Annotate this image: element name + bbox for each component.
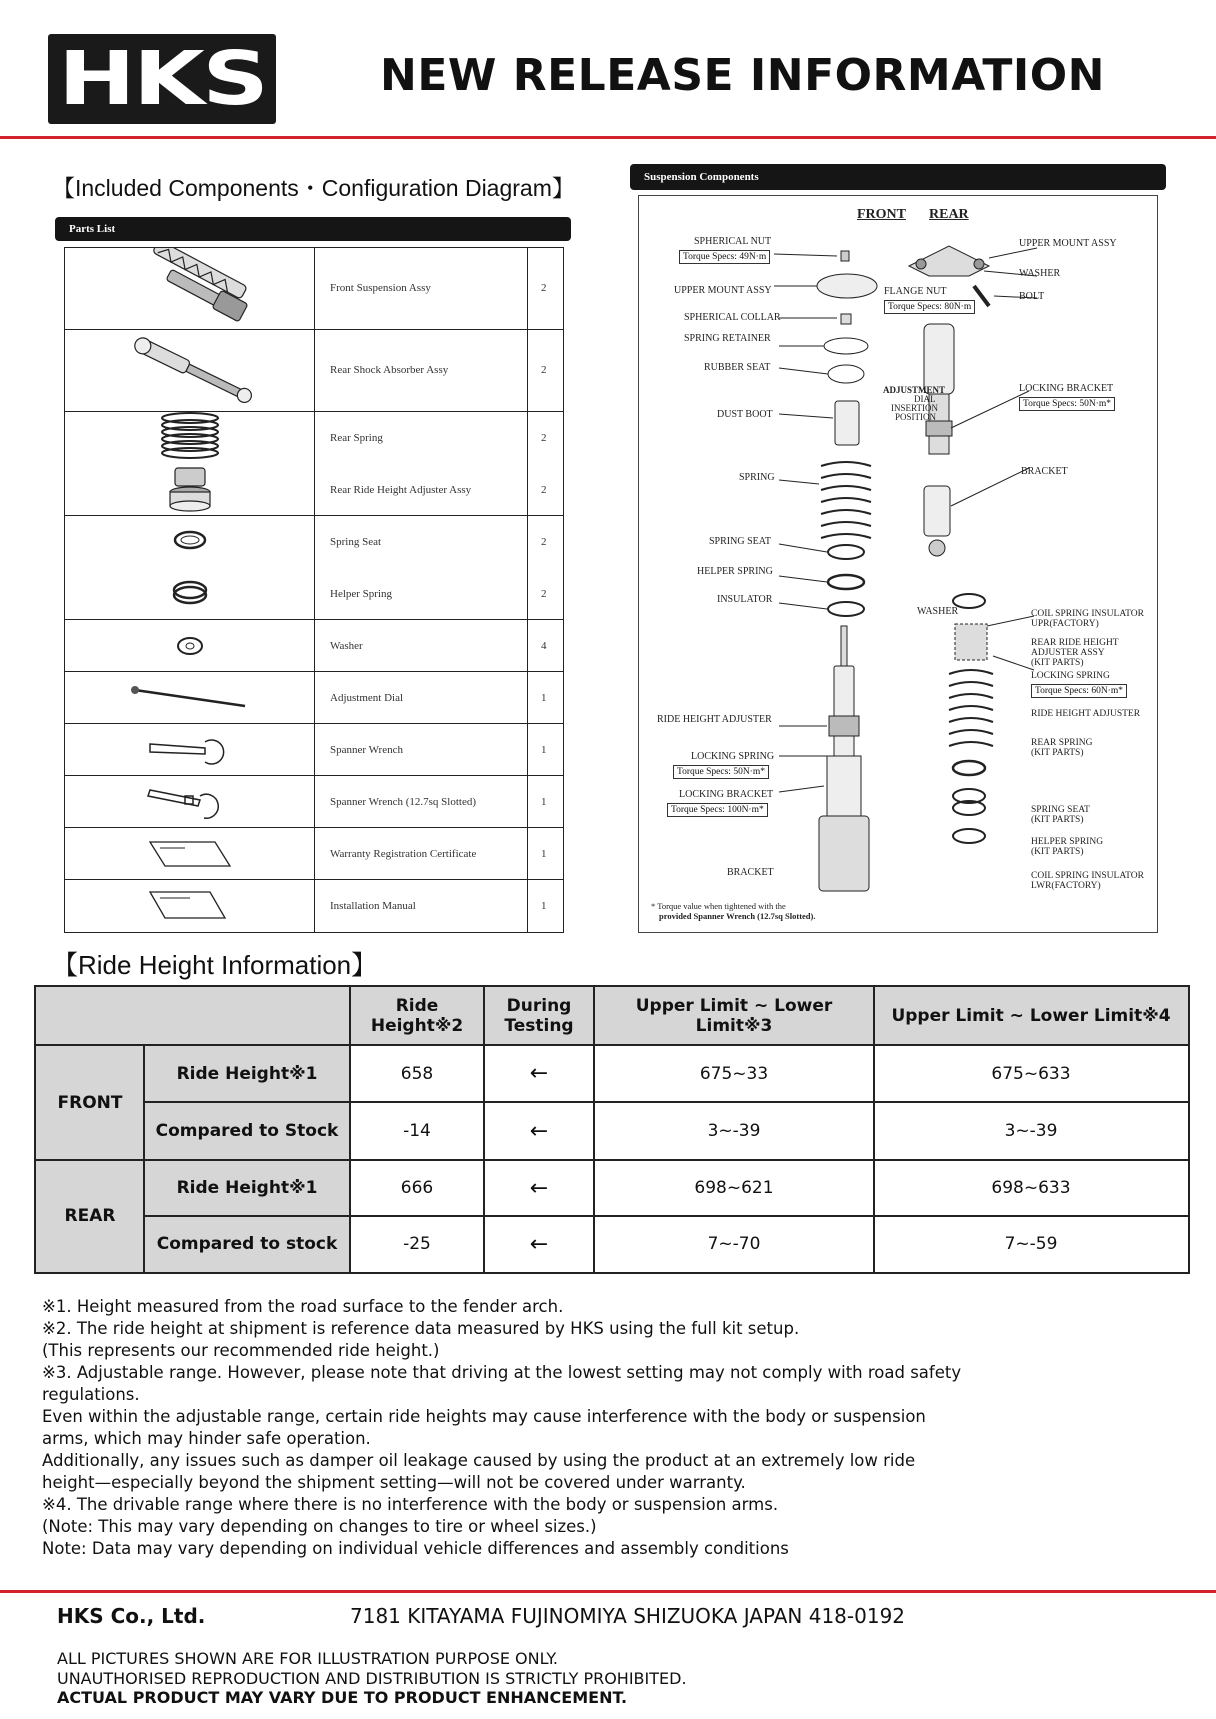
row-label: Ride Height※1 [144, 1160, 350, 1216]
note-line: ※3. Adjustable range. However, please note that driving at the lowest setting may not comply with road safety [42, 1363, 962, 1382]
suspension-diagram [638, 195, 1158, 933]
label-spherical-nut: SPHERICAL NUT [694, 236, 772, 247]
cell-value: 698~633 [991, 1178, 1071, 1198]
part-name: Spanner Wrench (12.7sq Slotted) [330, 796, 476, 808]
table-row [65, 724, 563, 776]
label-washer: WASHER [1019, 268, 1061, 279]
rear-shock-icon [65, 330, 314, 412]
company-address: 7181 KITAYAMA FUJINOMIYA SHIZUOKA JAPAN 418-0192 [350, 1604, 906, 1628]
table-row [65, 880, 563, 932]
parts-list-bar: Parts List [55, 217, 571, 241]
adjustment-dial-icon [65, 672, 314, 724]
torque-spec: Torque Specs: 100N·m* [667, 803, 768, 817]
part-image [65, 724, 315, 775]
cell-value: 666 [400, 1178, 434, 1198]
label-rear-adjuster: REAR RIDE HEIGHT [1031, 638, 1119, 648]
cell-value: -25 [403, 1234, 431, 1254]
part-image [65, 516, 315, 619]
part-name: Installation Manual [330, 900, 416, 912]
part-name: Adjustment Dial [330, 692, 404, 704]
cell-value: -14 [403, 1121, 431, 1141]
cell-value: 3~-39 [1004, 1121, 1058, 1141]
disclaimer-line: ACTUAL PRODUCT MAY VARY DUE TO PRODUCT ENHANCEMENT. [57, 1688, 628, 1707]
label-spring-seat-rear: SPRING SEAT [1031, 805, 1090, 815]
label-ride-height-adjuster: RIDE HEIGHT ADJUSTER [657, 714, 772, 725]
grid-line [36, 1044, 1188, 1046]
ride-height-table [34, 985, 1190, 1274]
logo-text: HKS [57, 36, 267, 122]
qty-cell [527, 412, 564, 515]
label-adjustment-dial: POSITION [895, 412, 937, 422]
cell-value: 698~621 [694, 1178, 774, 1198]
manual-icon [65, 880, 314, 932]
group-front: FRONT [36, 1045, 144, 1160]
part-image [65, 776, 315, 827]
note-line: Even within the adjustable range, certain ride heights may cause interference with the body or suspension [42, 1407, 926, 1426]
part-qty: 2 [541, 484, 547, 496]
rear-spring-icon [65, 412, 314, 516]
cell-arrow: ← [529, 1231, 549, 1257]
part-name: Rear Shock Absorber Assy [330, 364, 449, 376]
cell-arrow: ← [529, 1175, 549, 1201]
rear-label: REAR [929, 207, 969, 222]
part-qty: 2 [541, 536, 547, 548]
front-suspension-icon [65, 248, 314, 330]
part-name: Spring Seat [330, 536, 382, 548]
label-coil-insulator-upr: UPR(FACTORY) [1031, 619, 1099, 629]
table-row [65, 330, 563, 412]
header-limit-3: Upper Limit ~ Lower Limit※3 [594, 987, 874, 1045]
label-locking-spring-rear: LOCKING SPRING [1031, 671, 1110, 681]
note-line: Additionally, any issues such as damper oil leakage caused by using the product at an extremely low ride [42, 1451, 916, 1470]
cell-value: 7~-70 [707, 1234, 761, 1254]
header-during-testing: During Testing [484, 987, 594, 1045]
label-coil-insulator-upr: COIL SPRING INSULATOR [1031, 609, 1144, 619]
part-qty: 1 [541, 744, 547, 756]
label-coil-insulator-lwr: COIL SPRING INSULATOR [1031, 871, 1144, 881]
part-qty: 1 [541, 900, 547, 912]
part-qty: 2 [541, 588, 547, 600]
torque-spec: Torque Specs: 50N·m* [673, 765, 769, 779]
suspension-components-bar: Suspension Components [630, 164, 1166, 190]
page-title: NEW RELEASE INFORMATION [380, 50, 1105, 101]
note-line: ※1. Height measured from the road surface to the fender arch. [42, 1297, 564, 1316]
grid-line [36, 1159, 1188, 1161]
table-row [65, 412, 563, 516]
label-helper-spring-rear: HELPER SPRING [1031, 837, 1104, 847]
part-name: Front Suspension Assy [330, 282, 431, 294]
footer-divider [0, 1590, 1216, 1593]
label-locking-bracket: LOCKING BRACKET [679, 789, 774, 800]
part-image [65, 880, 315, 932]
cell-value: 7~-59 [1004, 1234, 1058, 1254]
label-upper-mount: UPPER MOUNT ASSY [674, 285, 772, 296]
torque-spec: Torque Specs: 50N·m* [1019, 397, 1115, 411]
label-rear-adjuster: ADJUSTER ASSY [1031, 648, 1105, 658]
label-rubber-seat: RUBBER SEAT [704, 362, 771, 373]
ride-height-section-title: 【Ride Height Information】 [52, 950, 378, 980]
torque-spec: Torque Specs: 49N·m [679, 250, 770, 264]
certificate-icon [65, 828, 314, 880]
table-row [65, 828, 563, 880]
spanner-wrench-icon [65, 724, 314, 776]
label-rear-adjuster: (KIT PARTS) [1031, 658, 1084, 668]
label-coil-insulator-lwr: LWR(FACTORY) [1031, 881, 1101, 891]
label-insulator: INSULATOR [717, 594, 773, 605]
disclaimer-line: UNAUTHORISED REPRODUCTION AND DISTRIBUTION IS STRICTLY PROHIBITED. [57, 1668, 687, 1688]
label-helper-spring: HELPER SPRING [697, 566, 773, 577]
header-divider [0, 136, 1216, 139]
torque-footnote: provided Spanner Wrench (12.7sq Slotted). [659, 911, 816, 921]
qty-cell [527, 516, 564, 619]
part-image [65, 330, 315, 411]
grid-line [144, 1215, 1188, 1217]
cell-value: 675~633 [991, 1063, 1071, 1084]
table-row [65, 620, 563, 672]
group-rear: REAR [36, 1160, 144, 1272]
label-spring-seat-rear: (KIT PARTS) [1031, 815, 1084, 825]
part-name: Spanner Wrench [330, 744, 403, 756]
torque-footnote: * Torque value when tightened with the [651, 901, 786, 911]
row-label: Ride Height※1 [144, 1045, 350, 1102]
notes-block [42, 1296, 1142, 1560]
label-spring: SPRING [739, 472, 775, 483]
label-bolt: BOLT [1019, 291, 1045, 302]
part-qty: 2 [541, 432, 547, 444]
label-locking-spring: LOCKING SPRING [691, 751, 775, 762]
part-name: Helper Spring [330, 588, 393, 600]
header-limit-4: Upper Limit ~ Lower Limit※4 [874, 987, 1188, 1045]
label-washer-bottom: WASHER [917, 606, 959, 617]
label-spring-seat: SPRING SEAT [709, 536, 771, 547]
company-name: HKS Co., Ltd. [57, 1604, 206, 1628]
part-qty: 1 [541, 848, 547, 860]
label-ride-height-adjuster-rear: RIDE HEIGHT ADJUSTER [1031, 709, 1141, 719]
grid-line [593, 987, 595, 1272]
slotted-spanner-icon [65, 776, 314, 828]
spring-seat-icon [65, 516, 314, 620]
label-adjustment-dial: INSERTION [891, 403, 938, 413]
note-line: arms, which may hinder safe operation. [42, 1429, 371, 1448]
label-spherical-collar: SPHERICAL COLLAR [684, 312, 781, 323]
part-image [65, 248, 315, 329]
torque-spec: Torque Specs: 80N·m [884, 300, 975, 314]
header-blank-cell [36, 987, 350, 1045]
note-line: regulations. [42, 1385, 140, 1404]
cell-value: 658 [400, 1063, 434, 1084]
torque-spec: Torque Specs: 60N·m* [1031, 684, 1127, 698]
note-line: (This represents our recommended ride height.) [42, 1341, 440, 1360]
part-qty: 1 [541, 796, 547, 808]
header-ride-height: Ride Height※2 [350, 987, 484, 1045]
label-rear-spring: (KIT PARTS) [1031, 748, 1084, 758]
note-line: ※4. The drivable range where there is no interference with the body or suspension arms. [42, 1495, 779, 1514]
table-row [65, 776, 563, 828]
note-line: ※2. The ride height at shipment is reference data measured by HKS using the full kit setup. [42, 1319, 800, 1338]
washer-icon [65, 620, 314, 672]
parts-table [64, 247, 564, 933]
part-qty: 1 [541, 692, 547, 704]
front-label: FRONT [857, 207, 906, 222]
table-row [65, 672, 563, 724]
components-section-title: 【Included Components・Configuration Diagram】 [52, 175, 575, 201]
note-line: (Note: This may vary depending on changes to tire or wheel sizes.) [42, 1517, 597, 1536]
cell-value: 675~33 [699, 1063, 769, 1084]
part-name: Rear Ride Height Adjuster Assy [330, 484, 472, 496]
label-adjustment-dial: ADJUSTMENT [883, 385, 946, 395]
cell-arrow: ← [529, 1061, 549, 1086]
hks-logo [48, 34, 276, 124]
part-image [65, 412, 315, 515]
grid-line [483, 987, 485, 1272]
part-name: Washer [330, 640, 363, 652]
part-qty: 2 [541, 282, 547, 294]
part-qty: 4 [541, 640, 547, 652]
part-name: Warranty Registration Certificate [330, 848, 477, 860]
grid-line [349, 987, 351, 1272]
cell-value: 3~-39 [707, 1121, 761, 1141]
grid-line [143, 1044, 145, 1272]
part-qty: 2 [541, 364, 547, 376]
grid-line [144, 1101, 1188, 1103]
note-line: Note: Data may vary depending on individual vehicle differences and assembly conditions [42, 1539, 789, 1558]
label-bracket: BRACKET [727, 867, 774, 878]
label-locking-bracket-rear: LOCKING BRACKET [1019, 383, 1114, 394]
table-row [65, 516, 563, 620]
label-dust-boot: DUST BOOT [717, 409, 773, 420]
disclaimer-line: ALL PICTURES SHOWN ARE FOR ILLUSTRATION PURPOSE ONLY. [57, 1649, 559, 1668]
grid-line [873, 987, 875, 1272]
part-image [65, 620, 315, 671]
label-rear-spring: REAR SPRING [1031, 738, 1093, 748]
label-spring-retainer: SPRING RETAINER [684, 333, 771, 344]
disclaimer [57, 1649, 687, 1708]
row-label: Compared to Stock [144, 1102, 350, 1160]
table-row [65, 248, 563, 330]
note-line: height—especially beyond the shipment setting—will not be covered under warranty. [42, 1473, 746, 1492]
label-helper-spring-rear: (KIT PARTS) [1031, 847, 1084, 857]
row-label: Compared to stock [144, 1216, 350, 1272]
label-adjustment-dial: DIAL [914, 394, 936, 404]
part-image [65, 828, 315, 879]
part-name: Rear Spring [330, 432, 383, 444]
label-upper-mount-rear: UPPER MOUNT ASSY [1019, 238, 1117, 249]
label-bracket-rear: BRACKET [1021, 466, 1068, 477]
cell-arrow: ← [529, 1118, 549, 1144]
label-flange-nut: FLANGE NUT [884, 286, 947, 297]
part-image [65, 672, 315, 723]
